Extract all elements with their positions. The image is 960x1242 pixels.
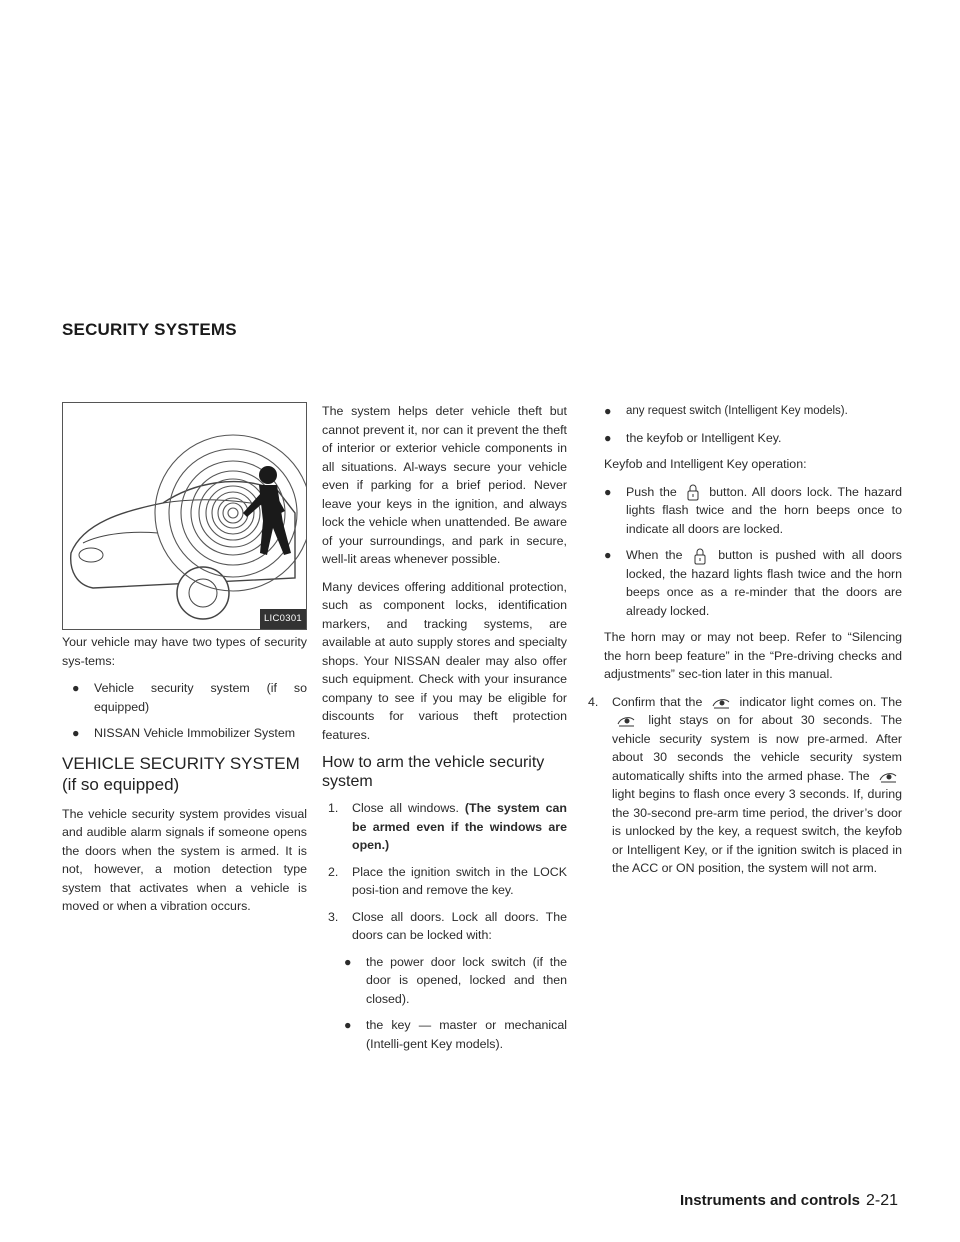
column-2 (322, 402, 567, 1061)
vehicle-security-paragraph: The vehicle security system provides visual and audible alarm signals if someone opens the doors when the system is armed. It is not, however, a motion detection type system that activates when a vehicle is moved or when a vibration occurs. (62, 806, 307, 913)
column-1 (62, 402, 307, 925)
list-item-text: When the button is pushed with all doors locked, the hazard lights flash twice and the horn beeps once as a re-minder that the doors are already locked. (626, 548, 903, 618)
list-item (322, 1016, 567, 1053)
bullet-icon: ● (344, 1018, 352, 1032)
paragraph: The system helps deter vehicle theft but cannot prevent it, nor can it prevent the theft of interior or exterior vehicle components in all situations. Al-ways secure your vehicle even if parking for a brief period. Never leave your keys in the ignition, and always lock the vehicle when unattended. Be aware of your surroundings, and park in secure, well-lit areas whenever possible. (322, 404, 567, 566)
column-3 (582, 402, 902, 886)
list-item (582, 429, 902, 448)
section-title: SECURITY SYSTEMS (62, 320, 237, 339)
step-number: 1. (328, 801, 339, 815)
step-text: Place the ignition switch in the LOCK posi-tion and remove the key. (352, 864, 567, 897)
list-item (322, 953, 567, 1009)
security-illustration (62, 402, 307, 630)
bullet-icon: ● (344, 954, 352, 969)
list-item (62, 679, 307, 716)
list-item-text: the keyfob or Intelligent Key. (626, 430, 782, 445)
paragraph: Many devices offering additional protection, such as component locks, identification markers, and tracking systems, are available at auto supply stores and specialty shops. Your NISSAN dealer may also offer such equipment. Check with your insurance company to see if you may be eligible for discounts for various theft protection features. (322, 579, 567, 742)
horn-note: The horn may or may not beep. Refer to “Silencing the horn beep feature” in the “Pre-driving checks and adjustments” sec-tion later in this manual. (604, 630, 902, 682)
vehicle-security-heading: VEHICLE SECURITY SYSTEM (if so equipped) (62, 753, 300, 794)
step-text: Close all doors. Lock all doors. The doors can be locked with: (352, 909, 567, 942)
figure-label: LIC0301 (260, 609, 306, 630)
lock-icon (686, 483, 700, 501)
list-item-text: Push the button. All doors lock. The hazard lights flash twice and the horn beeps once to indicate all doors are locked. (626, 484, 902, 536)
list-item (582, 483, 902, 539)
bullet-icon: ● (604, 404, 612, 418)
bullet-icon: ● (604, 548, 612, 563)
car-thief-illustration-icon (63, 403, 306, 629)
bullet-icon: ● (72, 681, 80, 695)
chapter-title: Instruments and controls (679, 1192, 860, 1209)
page-number: 2-21 (865, 1192, 898, 1209)
list-item-text: the power door lock switch (if the door is opened, locked and then closed). (366, 954, 567, 1006)
lock-icon (693, 547, 707, 565)
step-item (582, 693, 902, 878)
bullet-icon: ● (604, 430, 612, 445)
bullet-icon: ● (72, 726, 80, 740)
keyfob-operation-heading: Keyfob and Intelligent Key operation: (604, 457, 807, 471)
list-item-text: Vehicle security system (if so equipped) (94, 681, 307, 714)
step-emphasis: (The system can be armed even if the windows are open.) (352, 801, 567, 852)
security-indicator-icon (711, 696, 731, 710)
step-item (322, 908, 567, 945)
arm-system-heading: How to arm the vehicle security system (322, 754, 545, 790)
bullet-icon: ● (604, 484, 612, 499)
security-indicator-icon (616, 714, 636, 728)
step-text: Confirm that the indicator light comes on. The light stays on for about 30 seconds. The vehicle security system is now pre-armed. After about 30 seconds the vehicle security system automatically shifts into the armed phase. The light begins to flash once every 3 seconds. If, during the 30-second pre-arm time period, the driver’s door is unlocked by the key, a request switch, the keyfob or Intelligent Key, or if the ignition switch is placed in the ACC or ON position, the system will not arm. (612, 694, 902, 876)
security-indicator-icon (878, 770, 898, 784)
list-item-text: NISSAN Vehicle Immobilizer System (94, 726, 296, 740)
list-item-text: the key — master or mechanical (Intelli-gent Key models). (366, 1018, 567, 1051)
step-number: 2. (328, 864, 339, 879)
step-number: 4. (588, 694, 599, 709)
list-item (62, 724, 307, 743)
list-item (582, 402, 902, 421)
step-item (322, 863, 567, 900)
step-item (322, 799, 567, 855)
step-text: Close all windows. (The system can be armed even if the windows are open.) (352, 801, 567, 852)
list-item-text: any request switch (Intelligent Key models). (626, 405, 848, 417)
list-item (582, 546, 902, 620)
intro-text: Your vehicle may have two types of security sys-tems: (62, 635, 307, 668)
step-number: 3. (328, 909, 339, 924)
page-footer (680, 1192, 898, 1210)
